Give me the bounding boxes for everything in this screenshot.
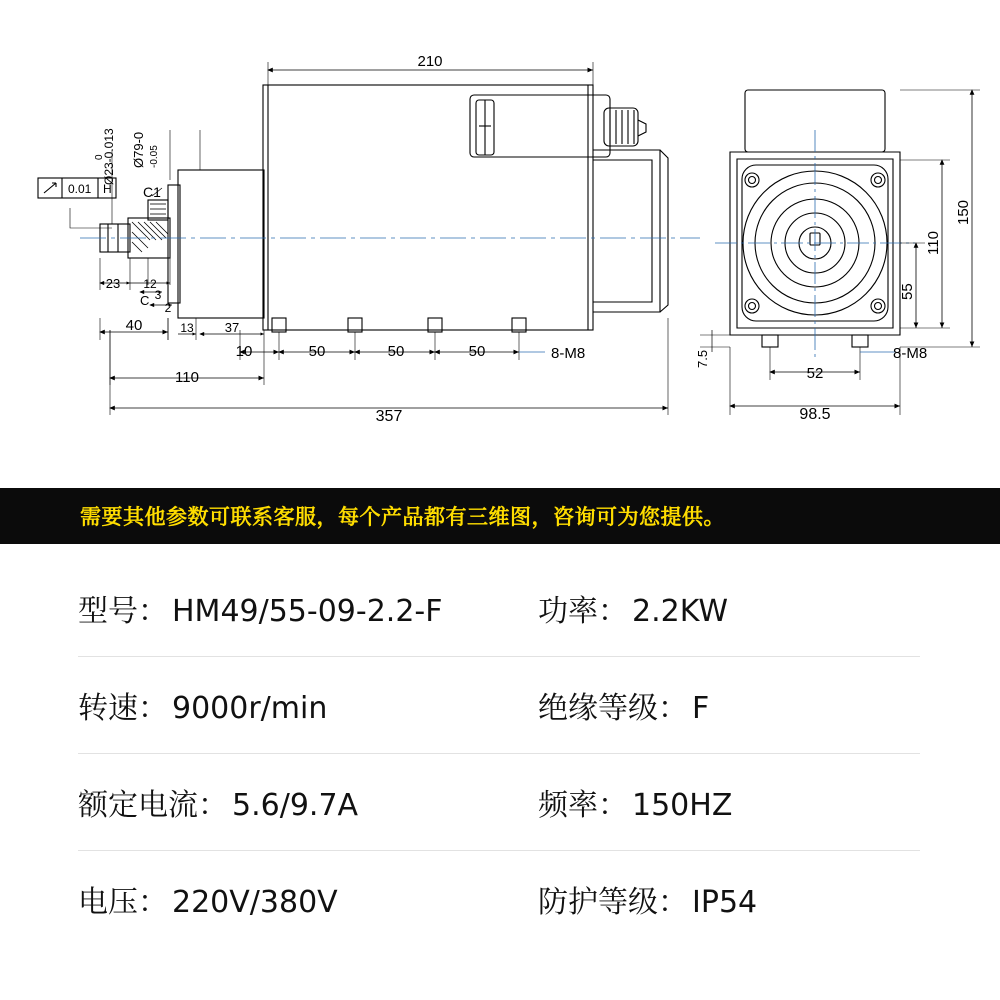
dim-shaft-3: 3 <box>154 288 162 302</box>
spec-cell-frequency <box>538 780 918 824</box>
spec-cell-model <box>78 586 538 630</box>
dim-overall-length: 357 <box>375 408 403 425</box>
dim-top-length: 210 <box>417 53 443 70</box>
spec-value-insulation: F <box>692 691 710 726</box>
spec-label-frequency: 频率： <box>538 788 628 823</box>
gdt-tolerance-value: 0.01 <box>68 182 92 196</box>
dim-dia-23: Ø23-0.013 <box>102 128 116 185</box>
promo-banner <box>0 488 1000 544</box>
table-row <box>78 754 920 851</box>
dim-150: 150 <box>955 199 972 225</box>
spec-label-voltage: 电压： <box>78 885 168 920</box>
spec-value-frequency: 150HZ <box>632 788 733 823</box>
spec-cell-speed <box>78 683 538 727</box>
spec-value-speed: 9000r/min <box>172 691 328 726</box>
dim-shaft-12: 12 <box>143 277 157 291</box>
dim-shaft-2: 2 <box>164 301 172 315</box>
dim-shaft-13: 13 <box>180 321 194 335</box>
table-row <box>78 657 920 754</box>
spec-value-voltage: 220V/380V <box>172 885 338 920</box>
label-c: C <box>140 293 150 308</box>
dim-52: 52 <box>806 365 824 382</box>
spec-value-protection: IP54 <box>692 885 758 920</box>
dim-10: 10 <box>235 343 253 360</box>
spec-value-power: 2.2KW <box>632 594 728 629</box>
dim-110: 110 <box>925 231 942 255</box>
dim-50-c: 50 <box>468 343 486 360</box>
dim-dia-23-tol: 0 <box>94 154 105 160</box>
table-row <box>78 851 920 947</box>
dim-dia-79-tol: -0.05 <box>149 145 160 168</box>
spec-cell-protection <box>538 877 918 921</box>
dim-98-5: 98.5 <box>799 406 831 423</box>
spec-label-power: 功率： <box>538 594 628 629</box>
note-8-m8-side: 8-M8 <box>551 345 586 362</box>
dim-7-5: 7.5 <box>695 349 710 368</box>
spec-value-current: 5.6/9.7A <box>232 788 359 823</box>
spec-cell-current <box>78 780 538 824</box>
dim-55: 55 <box>899 283 916 300</box>
spec-label-current: 额定电流： <box>78 788 228 823</box>
spec-label-model: 型号： <box>78 594 168 629</box>
spec-label-protection: 防护等级： <box>538 885 688 920</box>
dim-left-110: 110 <box>175 369 199 386</box>
spec-value-model: HM49/55-09-2.2-F <box>172 594 443 629</box>
spec-cell-power <box>538 586 918 630</box>
promo-banner-text: 需要其他参数可联系客服，每个产品都有三维图，咨询可为您提供。 <box>80 505 725 529</box>
spec-cell-insulation <box>538 683 918 727</box>
spec-cell-voltage <box>78 877 538 921</box>
dim-dia-79: Ø79-0 <box>131 131 146 168</box>
spec-label-speed: 转速： <box>78 691 168 726</box>
note-8-m8-end: 8-M8 <box>893 345 928 362</box>
gdt-datum: H <box>103 182 112 196</box>
spec-table <box>78 560 920 947</box>
dim-shaft-23: 23 <box>105 276 121 291</box>
dim-shaft-37: 37 <box>224 320 240 335</box>
technical-drawing <box>0 0 1000 480</box>
drawing-svg <box>0 0 1000 480</box>
dim-40: 40 <box>125 317 143 334</box>
table-row <box>78 560 920 657</box>
dim-50-a: 50 <box>308 343 326 360</box>
spec-label-insulation: 绝缘等级： <box>538 691 688 726</box>
label-c1: C1 <box>143 184 161 200</box>
dim-50-b: 50 <box>387 343 405 360</box>
